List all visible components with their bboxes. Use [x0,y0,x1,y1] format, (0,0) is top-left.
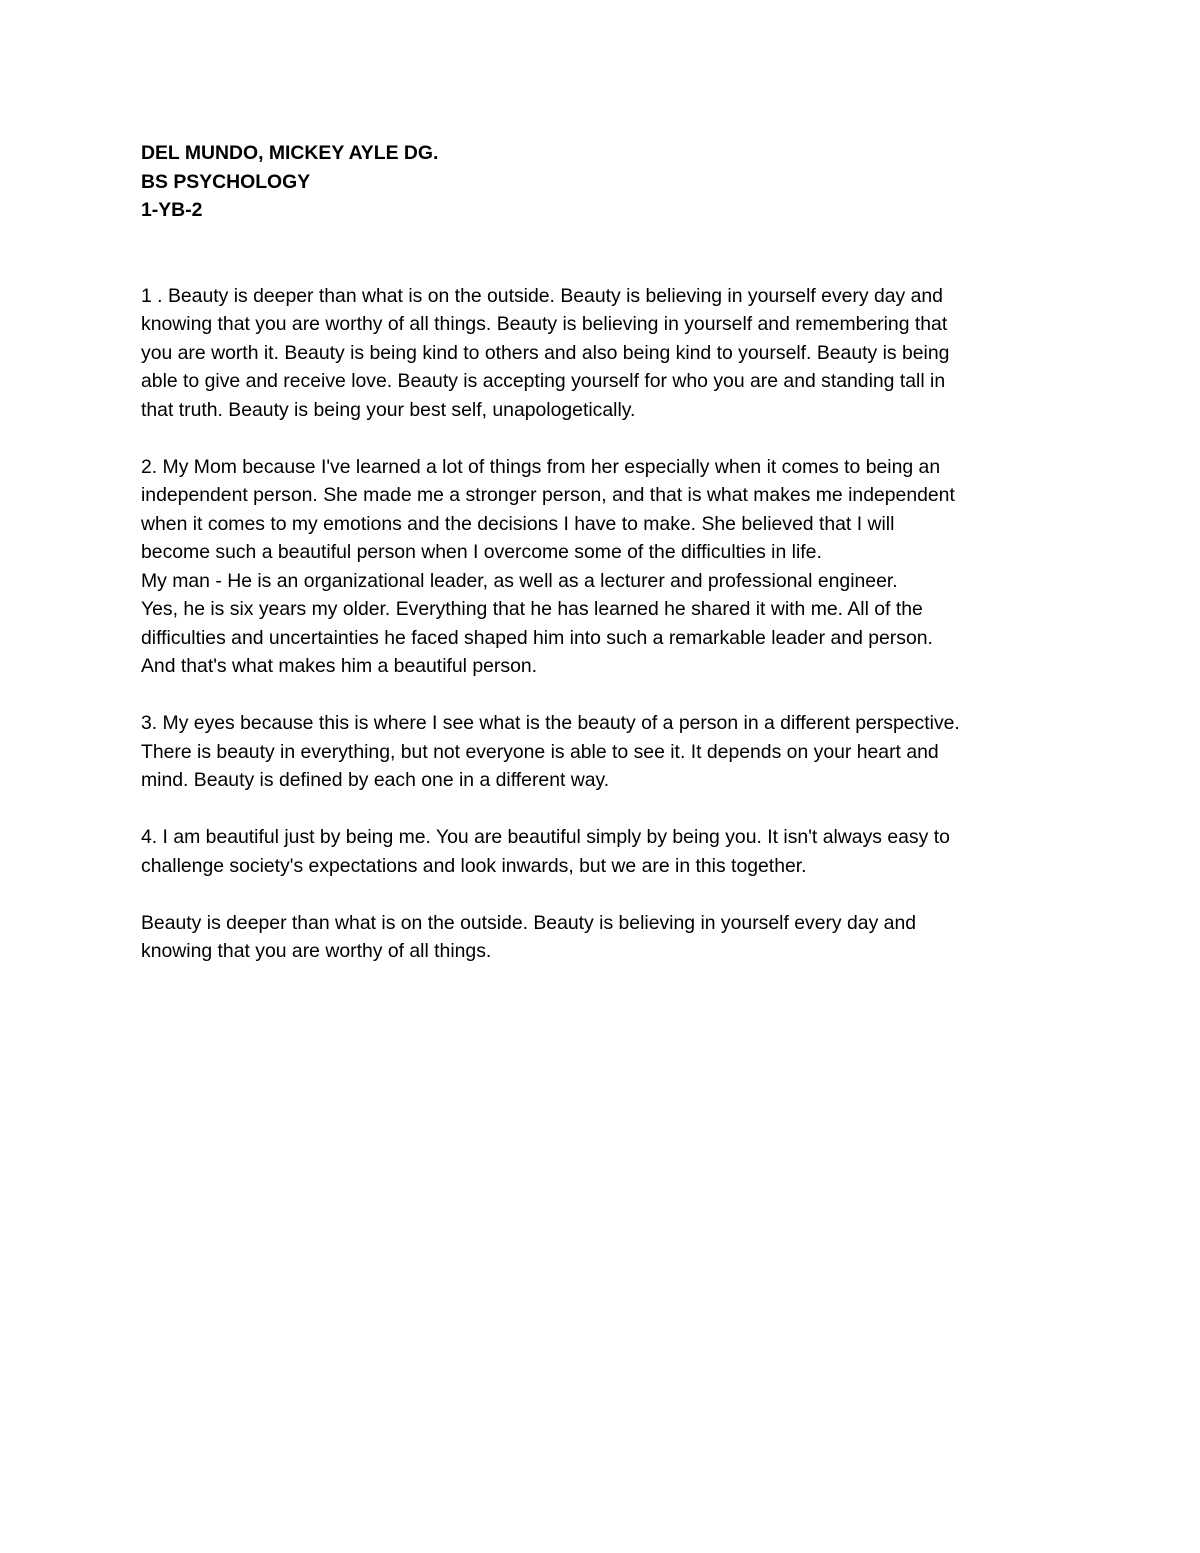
paragraph-line: Beauty is deeper than what is on the outside. Beauty is believing in yourself every day and [141,911,917,934]
paragraph-line: mind. Beauty is defined by each one in a different way. [141,769,610,791]
paragraph-line: Yes, he is six years my older. Everything that he has learned he shared it with me. All of the [141,598,923,620]
paragraph-gap [141,880,1071,909]
paragraph-line: 2. My Mom because I've learned a lot of things from her especially when it comes to being an [141,455,941,478]
header-spacer [141,225,1071,282]
student-program: BS PSYCHOLOGY [141,170,311,193]
answer-1-paragraph [141,282,1071,425]
paragraph-line: become such a beautiful person when I overcome some of the difficulties in life. [141,541,822,563]
paragraph-line: able to give and receive love. Beauty is accepting yourself for who you are and standing tall in [141,370,946,392]
paragraph-line: And that's what makes him a beautiful person. [141,655,538,677]
paragraph-line: 1 . Beauty is deeper than what is on the outside. Beauty is believing in yourself every day and [141,284,943,307]
paragraph-line: My man - He is an organizational leader, as well as a lecturer and professional engineer. [141,569,898,592]
paragraph-line: 3. My eyes because this is where I see what is the beauty of a person in a different perspective. [141,712,960,734]
paragraph-line: 4. I am beautiful just by being me. You are beautiful simply by being you. It isn't always easy to [141,826,950,848]
student-name: DEL MUNDO, MICKEY AYLE DG. [141,142,439,164]
document-body [141,139,1071,966]
paragraph-line: independent person. She made me a stronger person, and that is what makes me independent [141,484,955,506]
paragraph-line: that truth. Beauty is being your best self, unapologetically. [141,398,636,421]
paragraph-gap [141,424,1071,453]
paragraph-line: There is beauty in everything, but not everyone is able to see it. It depends on your heart and [141,740,939,763]
paragraph-line: you are worth it. Beauty is being kind to others and also being kind to yourself. Beauty is being [141,341,950,364]
paragraph-line: knowing that you are worthy of all things. Beauty is believing in yourself and remembering that [141,313,948,335]
answer-3-paragraph [141,709,1071,795]
paragraph-line: challenge society's expectations and look inwards, but we are in this together. [141,854,807,877]
answer-4-paragraph [141,823,1071,880]
closing-paragraph [141,909,1071,966]
paragraph-line: knowing that you are worthy of all things. [141,940,492,962]
paragraph-gap [141,795,1071,824]
answer-2-paragraph [141,453,1071,681]
paragraph-gap [141,681,1071,710]
paragraph-line: difficulties and uncertainties he faced shaped him into such a remarkable leader and person. [141,626,933,649]
paragraph-line: when it comes to my emotions and the decisions I have to make. She believed that I will [141,512,895,535]
student-section: 1-YB-2 [141,199,203,221]
